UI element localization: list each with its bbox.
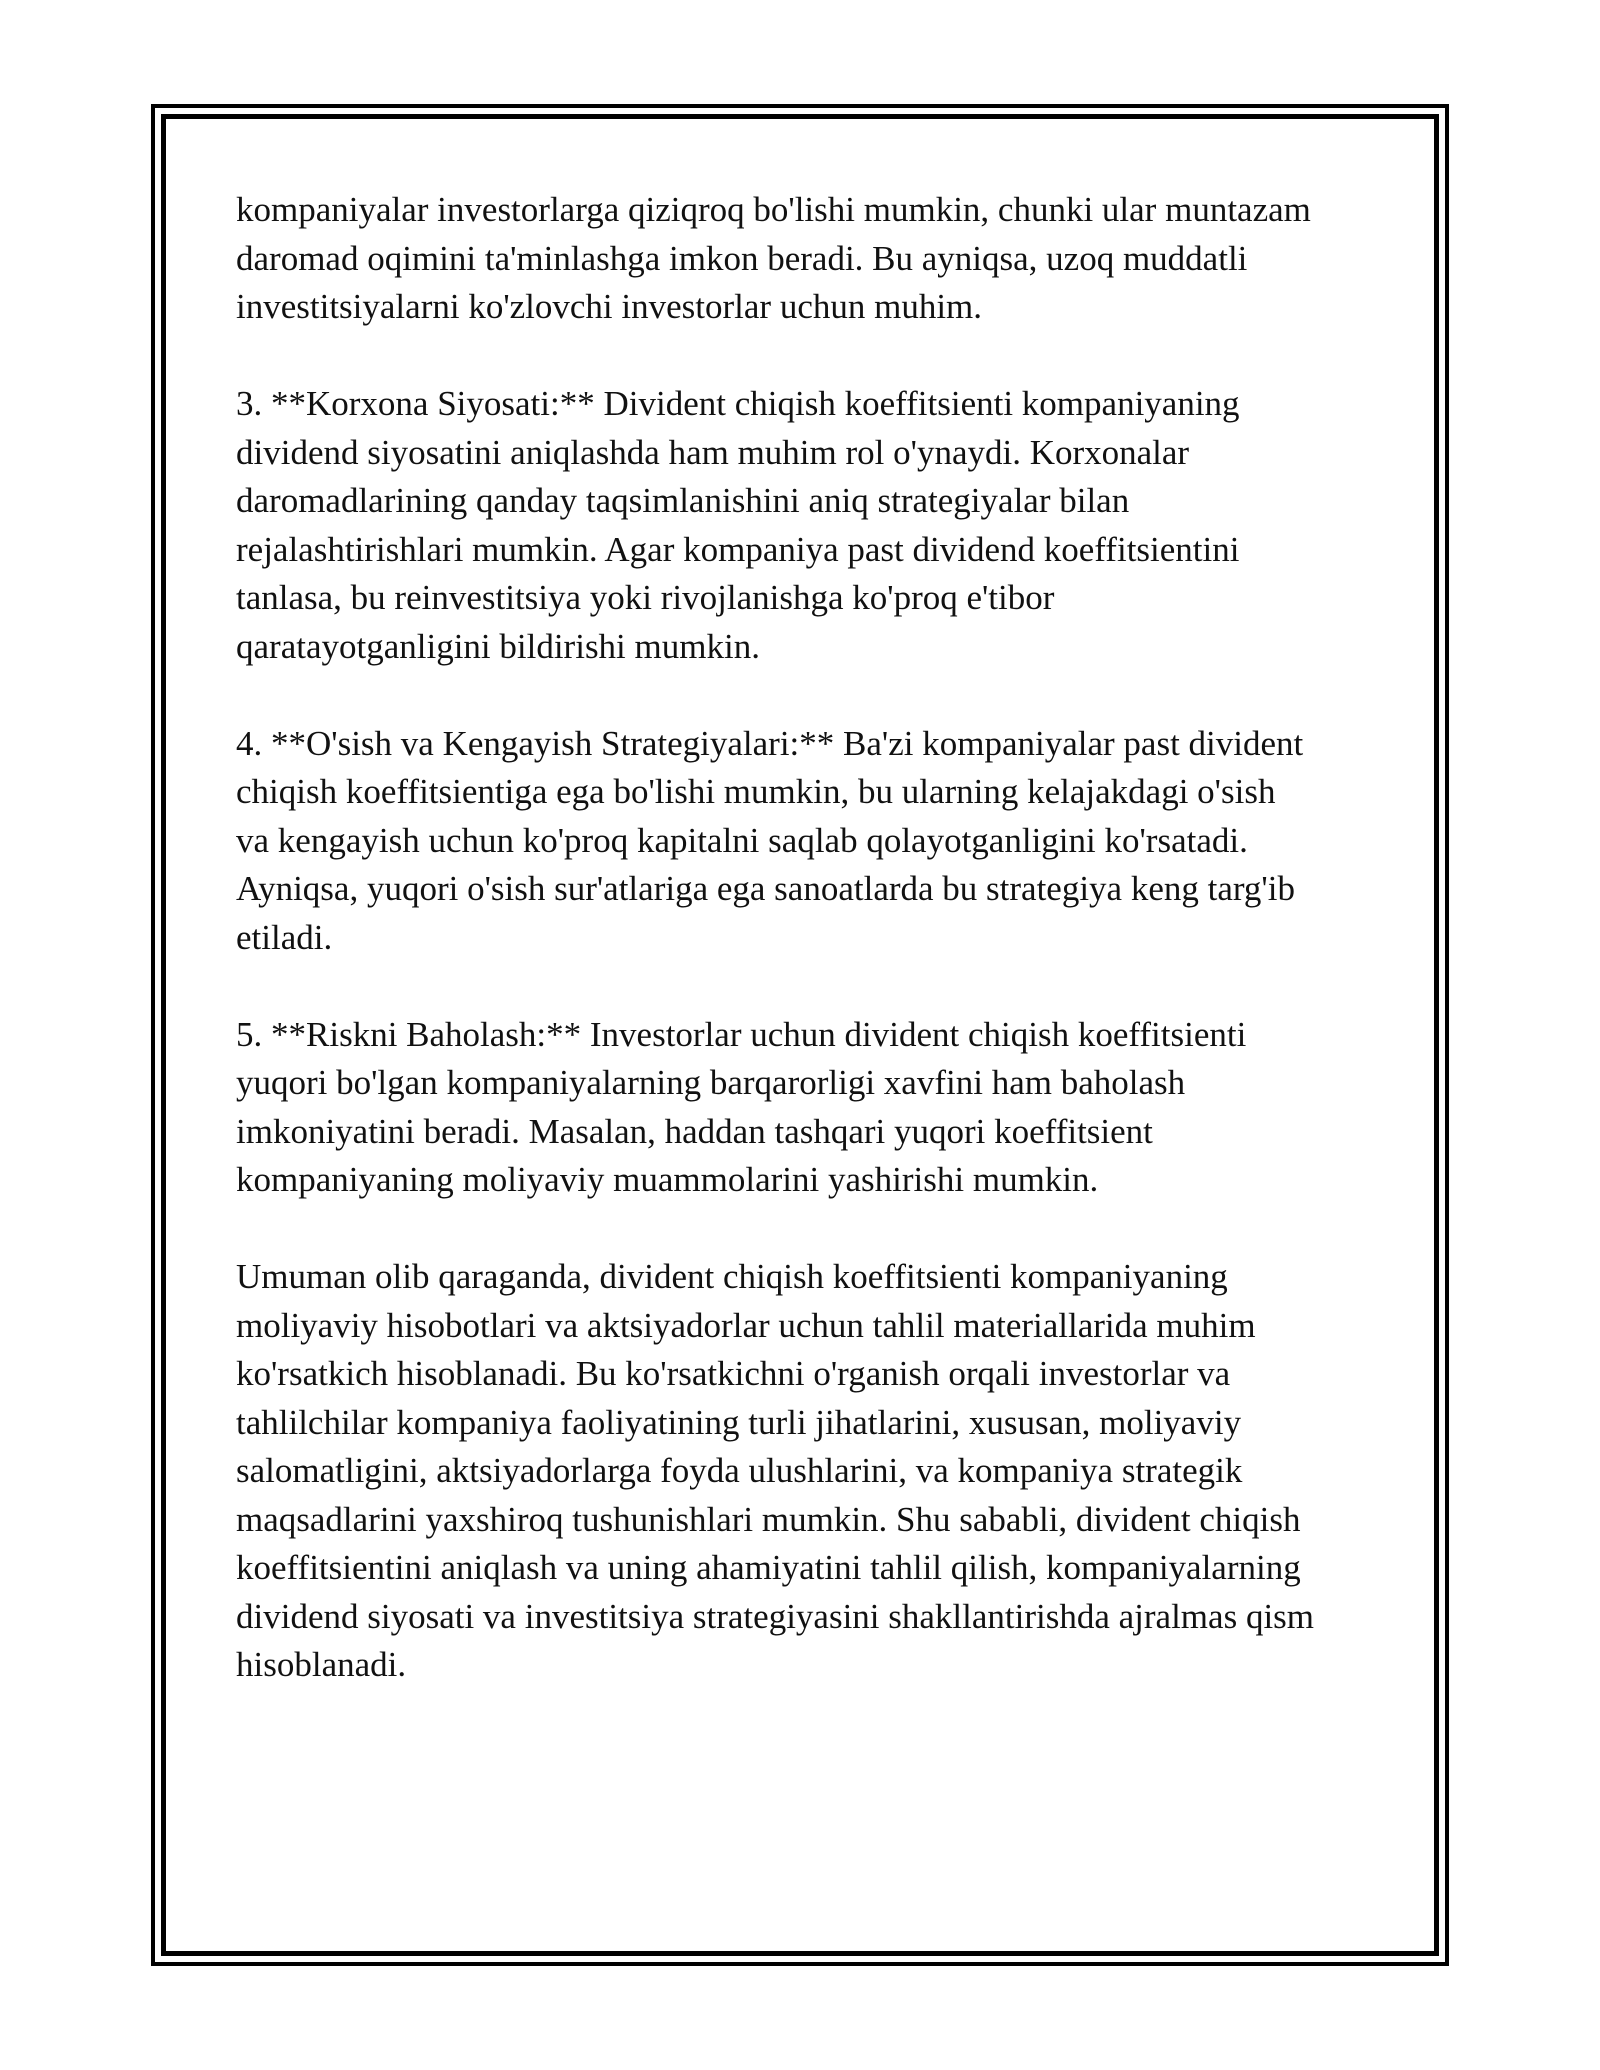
paragraph-conclusion: Umuman olib qaraganda, divident chiqish koeffitsienti kompaniyaning moliyaviy hisobotlari va aktsiyadorlar uchun tahlil materiallarida muhim ko'rsatkich hisoblanadi. Bu ko'rsatkichni o'rganish orqali investorlar va tahlilchilar kompaniya faoliyatining turli jihatlarini, xususan, moliyaviy salomatligini, aktsiyadorlarga foyda ulushlarini, va kompaniya strategik maqsadlarini yaxshiroq tushunishlari mumkin. Shu sababli, divident chiqish koeffitsientini aniqlash va uning ahamiyatini tahlil qilish, kompaniyalarning dividend siyosati va investitsiya strategiyasini shakllantirishda ajralmas qism hisoblanadi. [236, 1257, 1315, 1684]
document-body [236, 186, 1386, 1738]
paragraph-intro-continuation: kompaniyalar investorlarga qiziqroq bo'lishi mumkin, chunki ular muntazam daromad oqimini ta'minlashga imkon beradi. Bu ayniqsa, uzoq muddatli investitsiyalarni ko'zlovchi investorlar uchun muhim. [236, 190, 1311, 326]
paragraph-osish-strategiyalari: 4. **O'sish va Kengayish Strategiyalari:** Ba'zi kompaniyalar past divident chiqish koeffitsientiga ega bo'lishi mumkin, bu ularning kelajakdagi o'sish va kengayish uchun ko'proq kapitalni saqlab qolayotganligini ko'rsatadi. Ayniqsa, yuqori o'sish sur'atlariga ega sanoatlarda bu strategiya keng targ'ib etiladi. [236, 723, 1304, 957]
paragraph-korxona-siyosati: 3. **Korxona Siyosati:** Divident chiqish koeffitsienti kompaniyaning dividend siyosatini aniqlashda ham muhim rol o'ynaydi. Korxonalar daromadlarining qanday taqsimlanishini aniq strategiyalar bilan rejalashtirishlari mumkin. Agar kompaniya past dividend koeffitsientini tanlasa, bu reinvestitsiya yoki rivojlanishga ko'proq e'tibor qaratayotganligini bildirishi mumkin. [236, 384, 1240, 666]
paragraph-riskni-baholash: 5. **Riskni Baholash:** Investorlar uchun divident chiqish koeffitsienti yuqori bo'lgan kompaniyalarning barqarorligi xavfini ham baholash imkoniyatini beradi. Masalan, haddan tashqari yuqori koeffitsient kompaniyaning moliyaviy muammolarini yashirishi mumkin. [236, 1014, 1247, 1199]
